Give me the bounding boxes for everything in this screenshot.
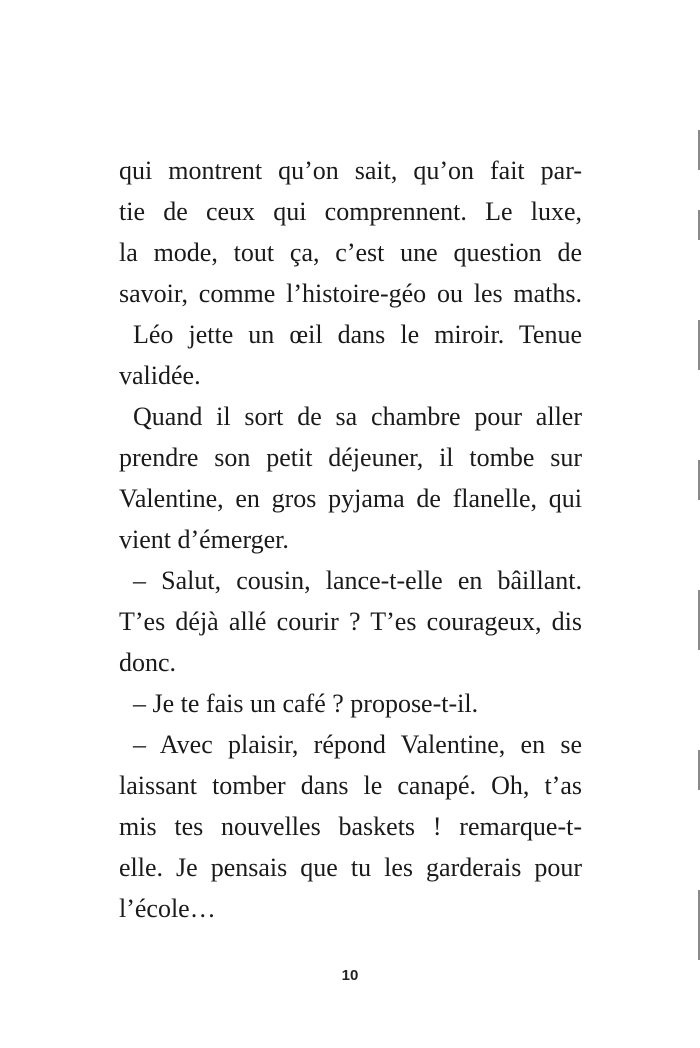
text-line: la mode, tout ça, c’est une question de: [119, 238, 582, 267]
text-line: – Salut, cousin, lance-t-elle en bâillant.: [133, 566, 582, 595]
text-line: Léo jette un œil dans le miroir. Tenue: [133, 320, 582, 349]
dialogue-paragraph: [119, 560, 582, 683]
text-line: donc.: [119, 648, 177, 677]
text-line: prendre son petit déjeuner, il tombe sur: [119, 443, 582, 472]
text-line: – Je te fais un café ? propose-t-il.: [133, 689, 479, 718]
dialogue-paragraph: [119, 724, 582, 929]
text-line: savoir, comme l’histoire-géo ou les maths.: [119, 279, 582, 308]
text-line: Quand il sort de sa chambre pour aller: [133, 402, 582, 431]
text-line: T’es déjà allé courir ? T’es courageux, dis: [119, 607, 582, 636]
text-line: Valentine, en gros pyjama de flanelle, qui: [119, 484, 582, 513]
text-line: vient d’émerger.: [119, 525, 289, 554]
body-text: [119, 150, 582, 929]
dialogue-paragraph: [119, 683, 582, 724]
text-line: tie de ceux qui comprennent. Le luxe,: [119, 197, 582, 226]
paragraph: [119, 150, 582, 314]
paragraph: [119, 396, 582, 560]
text-line: validée.: [119, 361, 201, 390]
text-line: elle. Je pensais que tu les garderais pour: [119, 853, 582, 882]
text-line: – Avec plaisir, répond Valentine, en se: [133, 730, 582, 759]
text-line: l’école…: [119, 894, 216, 923]
text-line: laissant tomber dans le canapé. Oh, t’as: [119, 771, 582, 800]
page-number: 10: [341, 967, 359, 984]
text-line: qui montrent qu’on sait, qu’on fait par-: [119, 156, 582, 185]
text-line: mis tes nouvelles baskets ! remarque-t-: [119, 812, 582, 841]
paragraph: [119, 314, 582, 396]
